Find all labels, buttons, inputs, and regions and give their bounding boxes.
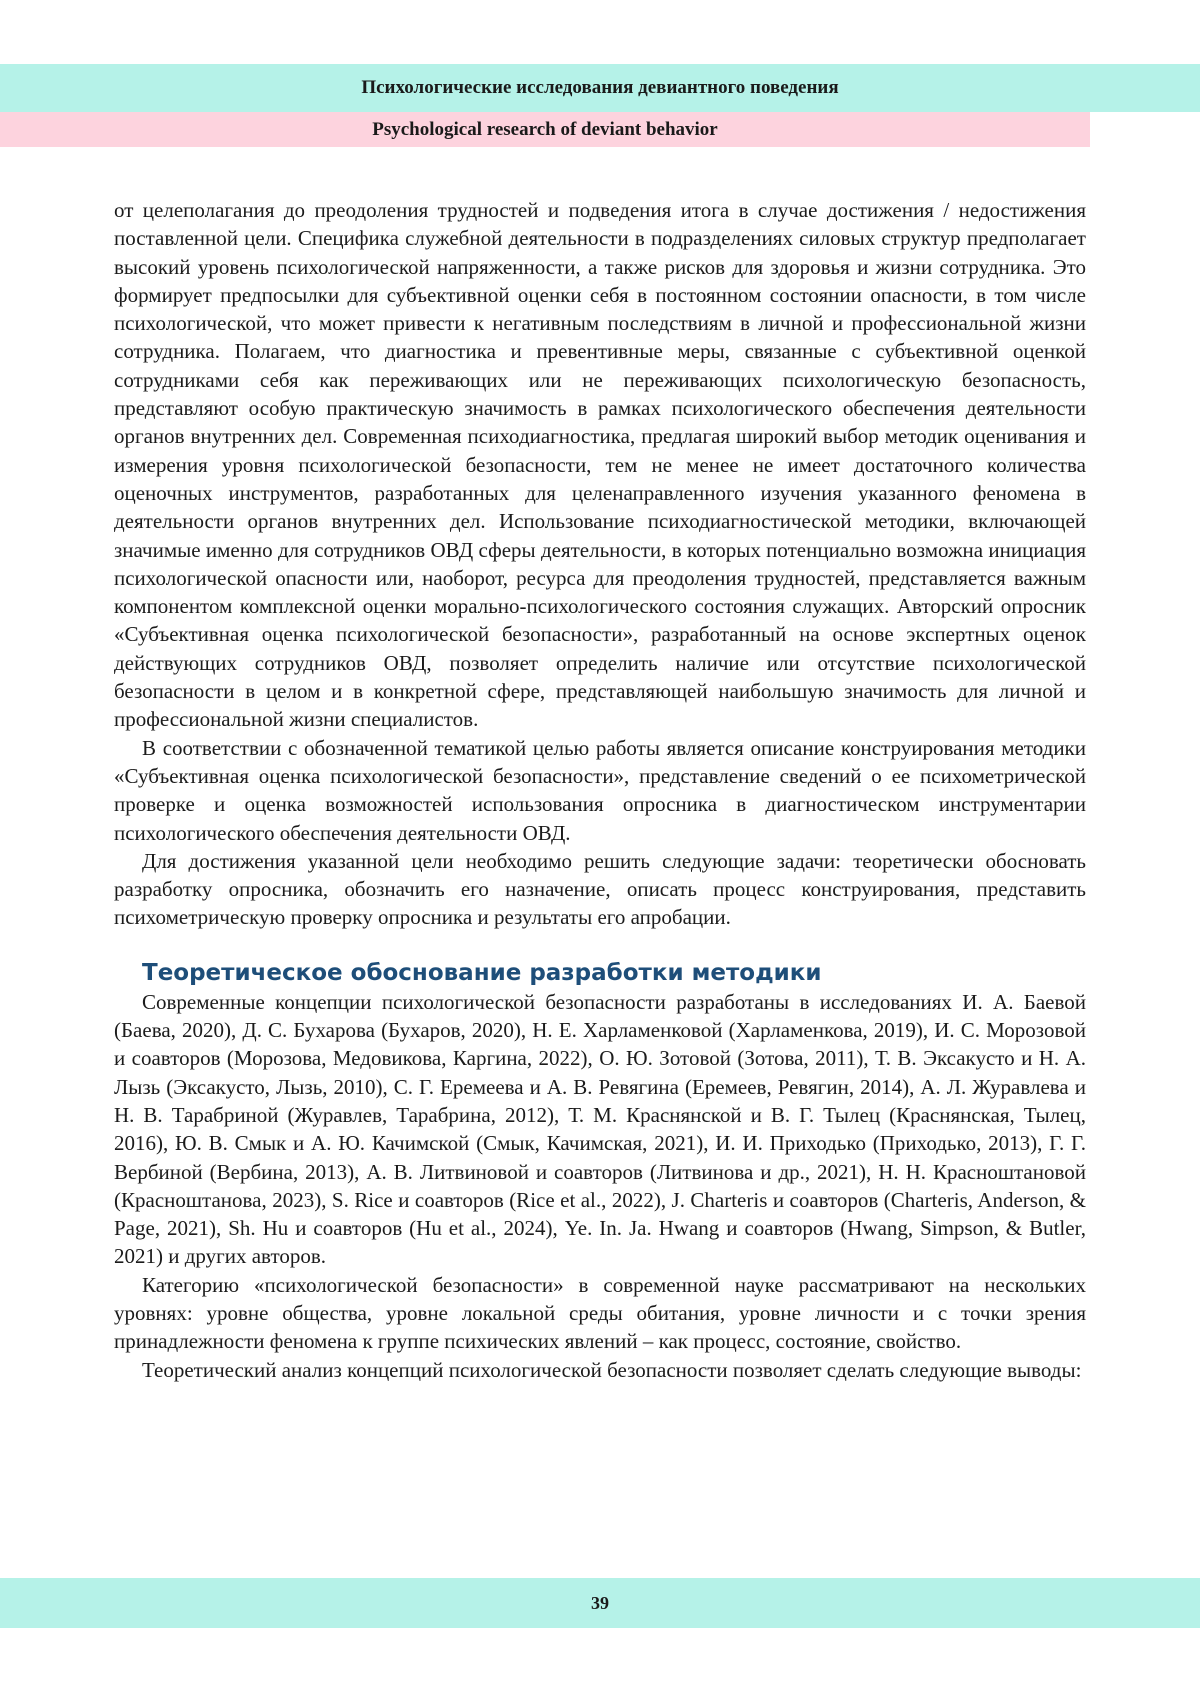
body-paragraph: Для достижения указанной цели необходимо решить следующие задачи: теоретически обосновать разработку опросника, обозначить его назначение, описать процесс конструирования, представить психометрическую проверку опросника и результаты его апробации. bbox=[114, 848, 1086, 930]
body-paragraph: В соответствии с обозначенной тематикой целью работы является описание конструирования методики «Субъективная оценка психологической безопасности», представление сведений о ее психометрической проверке и оценка возможностей использования опросника в диагностическом инструментарии психологического обеспечения деятельности ОВД. bbox=[114, 735, 1086, 845]
journal-section-header-en bbox=[0, 112, 1090, 147]
section-heading: Теоретическое обоснование разработки методики bbox=[142, 959, 822, 986]
journal-section-header-ru bbox=[0, 64, 1200, 112]
body-paragraph: Категорию «психологической безопасности» в современной науке рассматривают на нескольких уровнях: уровне общества, уровне локальной среды обитания, уровне личности и с точки зрения принадлежности феномена к группе психических явлений – как процесс, состояние, свойство. bbox=[114, 1272, 1086, 1354]
page-footer bbox=[0, 1578, 1200, 1628]
page-number: 39 bbox=[591, 1592, 609, 1613]
body-paragraph: Теоретический анализ концепций психологической безопасности позволяет сделать следующие выводы: bbox=[142, 1357, 1082, 1382]
journal-section-title-ru: Психологические исследования девиантного поведения bbox=[361, 77, 839, 98]
article-body bbox=[114, 196, 1086, 1384]
journal-section-title-en: Psychological research of deviant behavior bbox=[372, 118, 718, 140]
body-paragraph: от целеполагания до преодоления трудностей и подведения итога в случае достижения / недостижения поставленной цели. Специфика служебной деятельности в подразделениях силовых структур предполагает высокий уровень психологической напряженности, а также рисков для здоровья и жизни сотрудника. Это формирует предпосылки для субъективной оценки себя в постоянном состоянии опасности, в том числе психологической, что может привести к негативным последствиям в личной и профессиональной жизни сотрудника. Полагаем, что диагностика и превентивные меры, связанные с субъективной оценкой сотрудниками себя как переживающих или не переживающих психологическую безопасность, представляют особую практическую значимость в рамках психологического обеспечения деятельности органов внутренних дел. Современная психодиагностика, предлагая широкий выбор методик оценивания и измерения уровня психологической безопасности, тем не менее не имеет достаточного количества оценочных инструментов, разработанных для целенаправленного изучения указанного феномена в деятельности органов внутренних дел. Использование психодиагностической методики, включающей значимые именно для сотрудников ОВД сферы деятельности, в которых потенциально возможна инициация психологической опасности или, наоборот, ресурса для преодоления трудностей, представляется важным компонентом комплексной оценки морально-психологического состояния служащих. Авторский опросник «Субъективная оценка психологической безопасности», разработанный на основе экспертных оценок действующих сотрудников ОВД, позволяет определить наличие или отсутствие психологической безопасности в целом и в конкретной сфере, представляющей наибольшую значимость для личной и профессиональной жизни специалистов. bbox=[114, 198, 1086, 732]
body-paragraph: Современные концепции психологической безопасности разработаны в исследованиях И. А. Баевой (Баева, 2020), Д. С. Бухарова (Бухаров, 2020), Н. Е. Харламенковой (Харламенкова, 2019), И. С. Морозовой и соавторов (Морозова, Медовикова, Каргина, 2022), О. Ю. Зотовой (Зотова, 2011), Т. В. Эксакусто и Н. А. Лызь (Эксакусто, Лызь, 2010), С. Г. Еремеева и А. В. Ревягина (Еремеев, Ревягин, 2014), А. Л. Журавлева и Н. В. Тарабриной (Журавлев, Тарабрина, 2012), Т. М. Краснянской и В. Г. Тылец (Краснянская, Тылец, 2016), Ю. В. Смык и А. Ю. Качимской (Смык, Качимская, 2021), И. И. Приходько (Приходько, 2013), Г. Г. Вербиной (Вербина, 2013), А. В. Литвиновой и соавторов (Литвинова и др., 2021), Н. Н. Красноштановой (Красноштанова, 2023), S. Rice и соавторов (Rice et al., 2022), J. Charteris и соавторов (Charteris, Anderson, & Page, 2021), Sh. Hu и соавторов (Hu et al., 2024), Ye. In. Ja. Hwang и соавторов (Hwang, Simpson, & Butler, 2021) и других авторов. bbox=[114, 989, 1086, 1269]
